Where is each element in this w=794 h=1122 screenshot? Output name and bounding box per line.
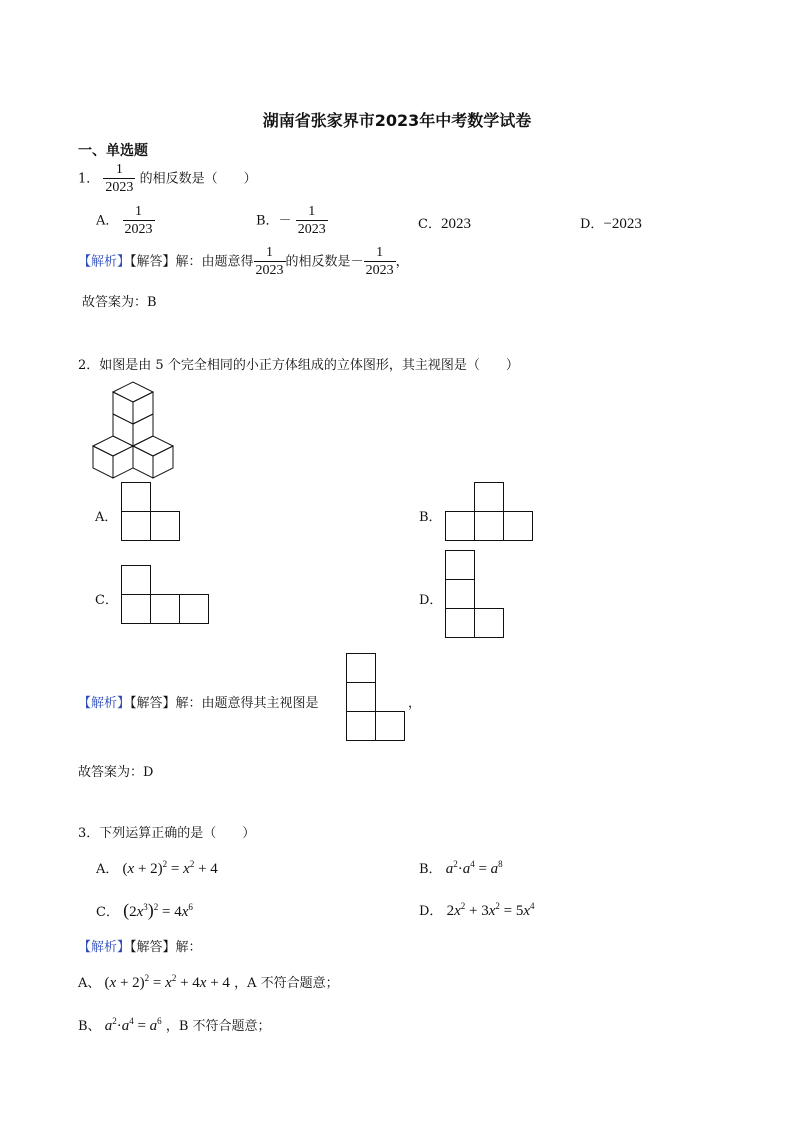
question-number: 2． [78, 358, 100, 373]
q1-option-d[interactable]: D．−2023 [580, 216, 642, 232]
formula: $2x^2 + 3x^2 = 5x^4$ [446, 901, 535, 919]
question-number: 3． [78, 826, 100, 841]
analysis-tag: 【解析】 [78, 696, 131, 711]
question-stem: 如图是由 5 个完全相同的小正方体组成的立体图形，其主视图是（ ） [99, 358, 519, 373]
fraction: $\frac{1}{2023}$ [255, 245, 284, 278]
question-number: 1． [78, 171, 100, 187]
q1-option-b[interactable]: B．－ $\frac{1}{2023}$ [256, 204, 326, 237]
square [121, 511, 151, 541]
q2-analysis-comma: ， [408, 696, 422, 711]
square [474, 511, 504, 541]
answer-tag: 【解答】 [130, 696, 176, 711]
square [474, 608, 504, 638]
q1-answer: 故答案为：B [82, 295, 157, 310]
square [503, 511, 533, 541]
square [121, 565, 151, 595]
q2-option-d-label[interactable]: D． [419, 593, 443, 608]
q3-line-a: A、 $(x + 2)^2 = x^2 + 4x + 4$ ，A 不符合题意； [78, 973, 339, 991]
q3-analysis: 【解析】【解答】解： [78, 940, 202, 955]
cubes-3d-figure [90, 380, 182, 480]
q2-option-c-label[interactable]: C． [95, 593, 118, 608]
formula: $(2x^3)^2 = 4x^6$ [123, 900, 193, 920]
square [346, 682, 376, 712]
square [150, 511, 180, 541]
q2-answer: 故答案为：D [78, 765, 154, 780]
page-title: 湖南省张家界市2023年中考数学试卷 [262, 111, 532, 130]
q2-analysis: 【解析】【解答】解：由题意得其主视图是 [78, 696, 319, 711]
fraction: $\frac{1}{2023}$ [124, 204, 153, 237]
q3-option-a[interactable]: A． $(x + 2)^2 = x^2 + 4$ [96, 859, 218, 877]
section-heading: 一、单选题 [78, 143, 148, 159]
q3-line-b: B、 $a^2\cdot a^4 = a^6$ ，B 不符合题意； [78, 1016, 271, 1034]
fraction: $\frac{1}{2023}$ [105, 162, 134, 195]
square [445, 608, 475, 638]
square [121, 594, 151, 624]
square [445, 579, 475, 609]
fraction: $\frac{1}{2023}$ [297, 204, 326, 237]
q1-option-c[interactable]: C．2023 [418, 216, 471, 232]
question-1 [78, 162, 257, 196]
answer-tag: 【解答】 [130, 940, 176, 955]
question-stem: 的相反数是（ ） [139, 171, 257, 187]
q3-option-c[interactable]: C． $(2x^3)^2 = 4x^6$ [96, 900, 193, 920]
analysis-tag: 【解析】 [78, 254, 131, 270]
square [121, 482, 151, 512]
q1-analysis: 【解析】【解答】解：由题意得 $\frac{1}{2023}$ 的相反数是－ $\frac{1}{2023}$ ， [78, 245, 409, 278]
question-2 [78, 354, 519, 373]
q2-option-a-label[interactable]: A． [95, 510, 118, 525]
square [179, 594, 209, 624]
square [375, 711, 405, 741]
formula: $a^2\cdot a^4 = a^6$ [104, 1016, 162, 1034]
answer-tag: 【解答】 [130, 254, 176, 270]
formula: $(x + 2)^2 = x^2 + 4$ [122, 859, 218, 877]
question-stem: 下列运算正确的是（ ） [99, 826, 256, 841]
q3-option-d[interactable]: D． $2x^2 + 3x^2 = 5x^4$ [419, 901, 535, 919]
square [445, 550, 475, 580]
square [150, 594, 180, 624]
square [445, 511, 475, 541]
analysis-tag: 【解析】 [78, 940, 131, 955]
q3-option-b[interactable]: B． $a^2\cdot a^4 = a^8$ [419, 859, 503, 877]
square [346, 711, 376, 741]
formula: $a^2\cdot a^4 = a^8$ [445, 859, 503, 877]
square [346, 653, 376, 683]
q2-option-b-label[interactable]: B． [419, 510, 442, 525]
q1-option-a[interactable]: A． $\frac{1}{2023}$ [96, 204, 153, 237]
fraction: $\frac{1}{2023}$ [365, 245, 394, 278]
formula: $(x + 2)^2 = x^2 + 4x + 4$ [104, 973, 230, 991]
square [474, 482, 504, 512]
question-3 [78, 822, 255, 841]
